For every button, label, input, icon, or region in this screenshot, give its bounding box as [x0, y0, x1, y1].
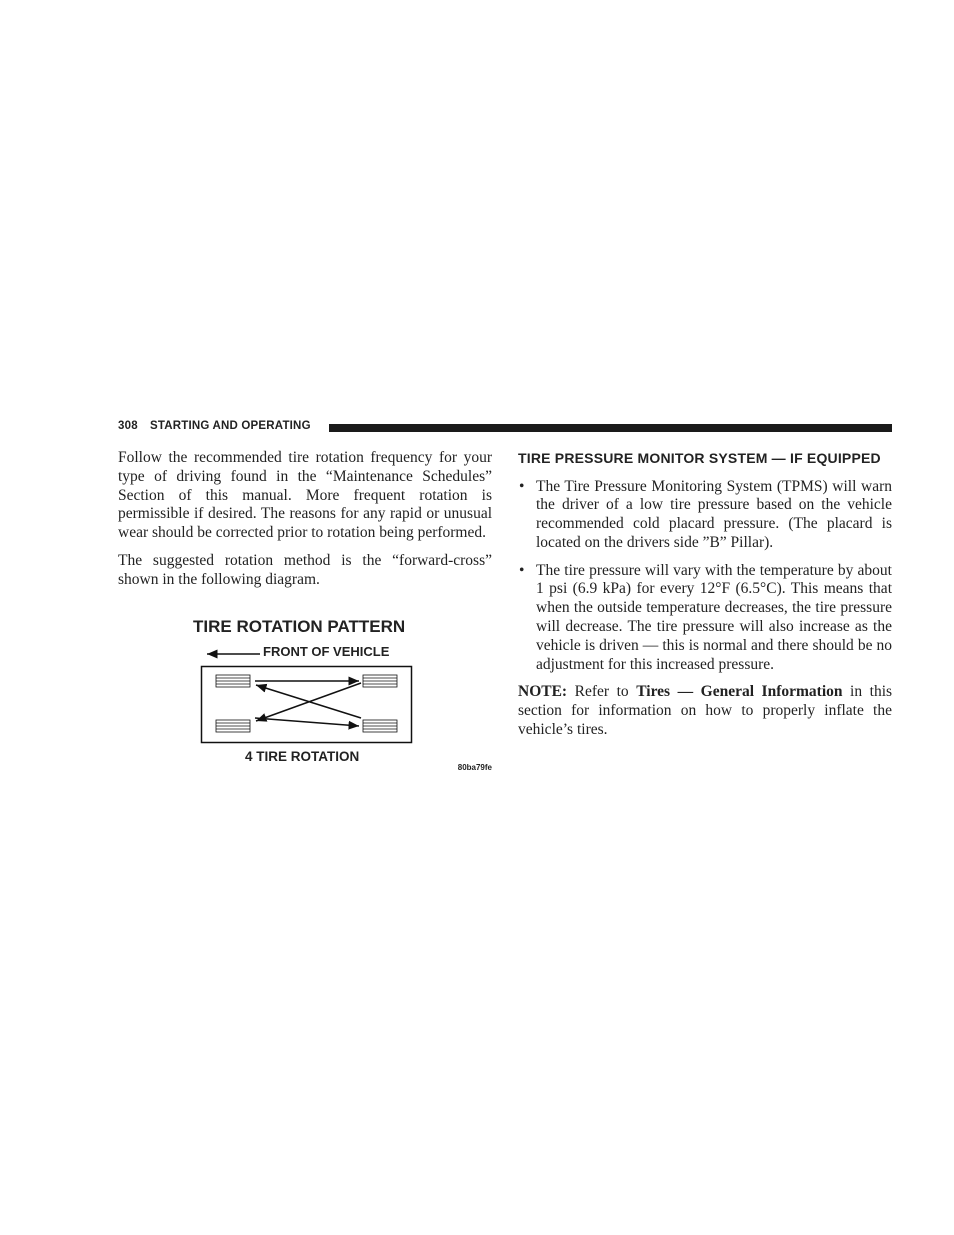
figure-code: 80ba79fe	[457, 763, 492, 772]
note-label: NOTE:	[518, 683, 568, 701]
tire-front-right	[363, 675, 397, 687]
note-reference: Tires — General Information	[636, 683, 843, 701]
header-rule	[329, 424, 892, 432]
note-paragraph	[518, 683, 892, 739]
page-header	[118, 419, 892, 437]
section-title: STARTING AND OPERATING	[150, 420, 311, 432]
note-text-pre: Refer to	[574, 683, 629, 701]
section-heading-tpms: TIRE PRESSURE MONITOR SYSTEM — IF EQUIPPED	[518, 450, 881, 466]
tire-front-left	[216, 675, 250, 687]
tire-rear-left	[216, 720, 250, 732]
front-of-vehicle-label: FRONT OF VEHICLE	[263, 644, 390, 659]
right-column	[518, 449, 892, 749]
diagram-title: TIRE ROTATION PATTERN	[193, 617, 406, 636]
paragraph-rotation-frequency: Follow the recommended tire rotation frequency for your type of driving found in the “Maintenance Schedules” Section of this manual. More frequent rotation is permissible if desired. The reasons for any rapid or unusual wear should be corrected prior to rotation being performed.	[118, 449, 492, 542]
list-item-text: The Tire Pressure Monitoring System (TPMS) will warn the driver of a low tire pressure based on the vehicle recommended cold placard pressure. (The placard is located on the drivers side ”B” Pillar).	[536, 477, 892, 551]
left-column	[118, 449, 492, 599]
list-item-text: The tire pressure will vary with the temperature by about 1 psi (6.9 kPa) for every 12°F (6.5°C). This means that when the outside temperature decreases, the tire pressure will decrease. The tire pressure will also increase as the vehicle is driven — this is normal and there should be no adjustment for this increased pressure.	[536, 561, 892, 673]
page-number: 308	[118, 420, 138, 432]
tpms-bullet-list	[518, 478, 892, 675]
tire-rear-right	[363, 720, 397, 732]
arrow-cross-rear-left	[256, 683, 361, 721]
paragraph-rotation-method: The suggested rotation method is the “forward-cross” shown in the following diagram.	[118, 551, 492, 588]
list-item	[518, 478, 892, 553]
bullet-marker: •	[519, 561, 525, 579]
bullet-marker: •	[519, 477, 525, 495]
list-item	[518, 562, 892, 675]
note-text-post: in this section for information on how to properly inflate the vehicle’s tires.	[518, 683, 893, 739]
tire-rotation-diagram	[185, 617, 495, 777]
arrow-front-cross-right	[255, 718, 359, 726]
diagram-caption: 4 TIRE ROTATION	[245, 749, 360, 764]
